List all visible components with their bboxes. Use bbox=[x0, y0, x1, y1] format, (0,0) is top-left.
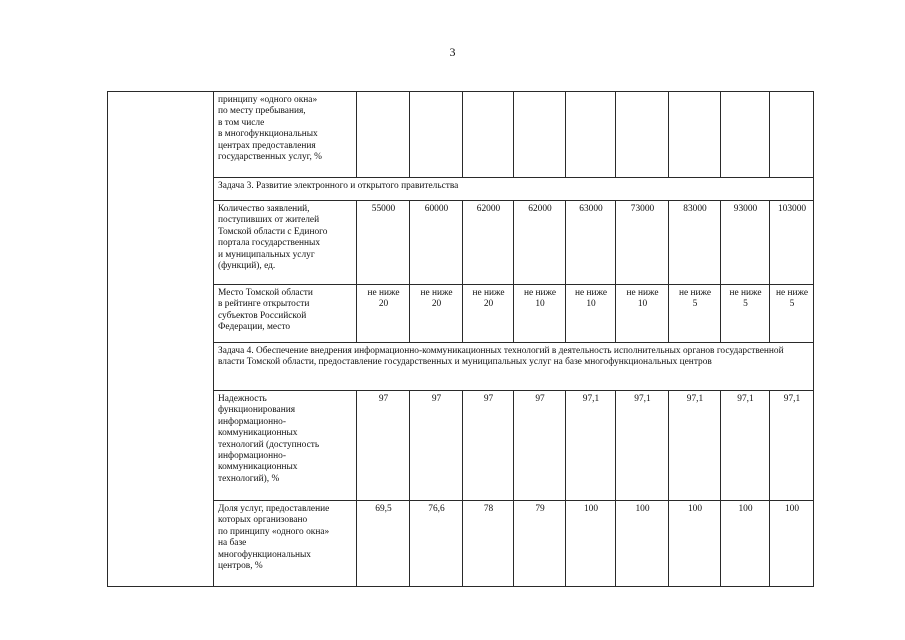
value-cell: 62000 bbox=[514, 201, 566, 285]
left-margin-column bbox=[108, 92, 214, 587]
value-cell: 60000 bbox=[410, 201, 463, 285]
value-cell: 97,1 bbox=[669, 391, 721, 501]
value-cell: 93000 bbox=[721, 201, 770, 285]
indicator-name: принципу «одного окна» по месту пребывания, в том числе в многофункциональных центрах предоставления государственных услуг, % bbox=[214, 92, 357, 178]
value-cell bbox=[410, 92, 463, 178]
task-heading: Задача 3. Развитие электронного и открытого правительства bbox=[214, 178, 814, 201]
table-row bbox=[108, 285, 814, 343]
value-cell bbox=[463, 92, 514, 178]
value-cell: 83000 bbox=[669, 201, 721, 285]
task-heading: Задача 4. Обеспечение внедрения информационно-коммуникационных технологий в деятельность исполнительных органов государственной власти Томской области, предоставление государственных и муниципальных услуг на базе многофункциональных центров bbox=[214, 343, 814, 391]
indicator-name: Место Томской области в рейтинге открытости субъектов Российской Федерации, место bbox=[214, 285, 357, 343]
value-cell: 100 bbox=[566, 501, 616, 587]
table-row bbox=[108, 501, 814, 587]
value-cell: 97 bbox=[357, 391, 410, 501]
value-cell: не ниже 5 bbox=[669, 285, 721, 343]
value-cell: 97 bbox=[410, 391, 463, 501]
value-cell: 97,1 bbox=[616, 391, 669, 501]
value-cell bbox=[770, 92, 814, 178]
value-cell: 100 bbox=[721, 501, 770, 587]
value-cell: 79 bbox=[514, 501, 566, 587]
value-cell bbox=[514, 92, 566, 178]
indicator-name: Надежность функционирования информационно- коммуникационных технологий (доступность информационно- коммуникационных технологий), % bbox=[214, 391, 357, 501]
value-cell: не ниже 5 bbox=[770, 285, 814, 343]
task-row bbox=[108, 178, 814, 201]
page-number: 3 bbox=[449, 45, 456, 59]
value-cell: не ниже 5 bbox=[721, 285, 770, 343]
value-cell bbox=[616, 92, 669, 178]
value-cell: 97 bbox=[463, 391, 514, 501]
value-cell bbox=[566, 92, 616, 178]
value-cell: 100 bbox=[616, 501, 669, 587]
value-cell bbox=[721, 92, 770, 178]
value-cell: не ниже 20 bbox=[410, 285, 463, 343]
value-cell: 62000 bbox=[463, 201, 514, 285]
value-cell bbox=[669, 92, 721, 178]
table-row bbox=[108, 391, 814, 501]
value-cell: 97 bbox=[514, 391, 566, 501]
value-cell: 97,1 bbox=[770, 391, 814, 501]
indicator-name: Доля услуг, предоставление которых организовано по принципу «одного окна» на базе многофункциональных центров, % bbox=[214, 501, 357, 587]
value-cell: 103000 bbox=[770, 201, 814, 285]
value-cell: 76,6 bbox=[410, 501, 463, 587]
indicator-name: Количество заявлений, поступивших от жителей Томской области с Единого портала государственных и муниципальных услуг (функций), ед. bbox=[214, 201, 357, 285]
value-cell: не ниже 20 bbox=[357, 285, 410, 343]
table-row bbox=[108, 201, 814, 285]
value-cell: 97,1 bbox=[566, 391, 616, 501]
task-row bbox=[108, 343, 814, 391]
value-cell: 63000 bbox=[566, 201, 616, 285]
value-cell: 100 bbox=[770, 501, 814, 587]
value-cell: 55000 bbox=[357, 201, 410, 285]
value-cell: не ниже 10 bbox=[616, 285, 669, 343]
value-cell: 78 bbox=[463, 501, 514, 587]
value-cell: 69,5 bbox=[357, 501, 410, 587]
value-cell: 100 bbox=[669, 501, 721, 587]
value-cell: не ниже 20 bbox=[463, 285, 514, 343]
value-cell: не ниже 10 bbox=[566, 285, 616, 343]
value-cell: 97,1 bbox=[721, 391, 770, 501]
table-row bbox=[108, 92, 814, 178]
value-cell: не ниже 10 bbox=[514, 285, 566, 343]
indicators-table bbox=[107, 91, 814, 587]
value-cell bbox=[357, 92, 410, 178]
value-cell: 73000 bbox=[616, 201, 669, 285]
